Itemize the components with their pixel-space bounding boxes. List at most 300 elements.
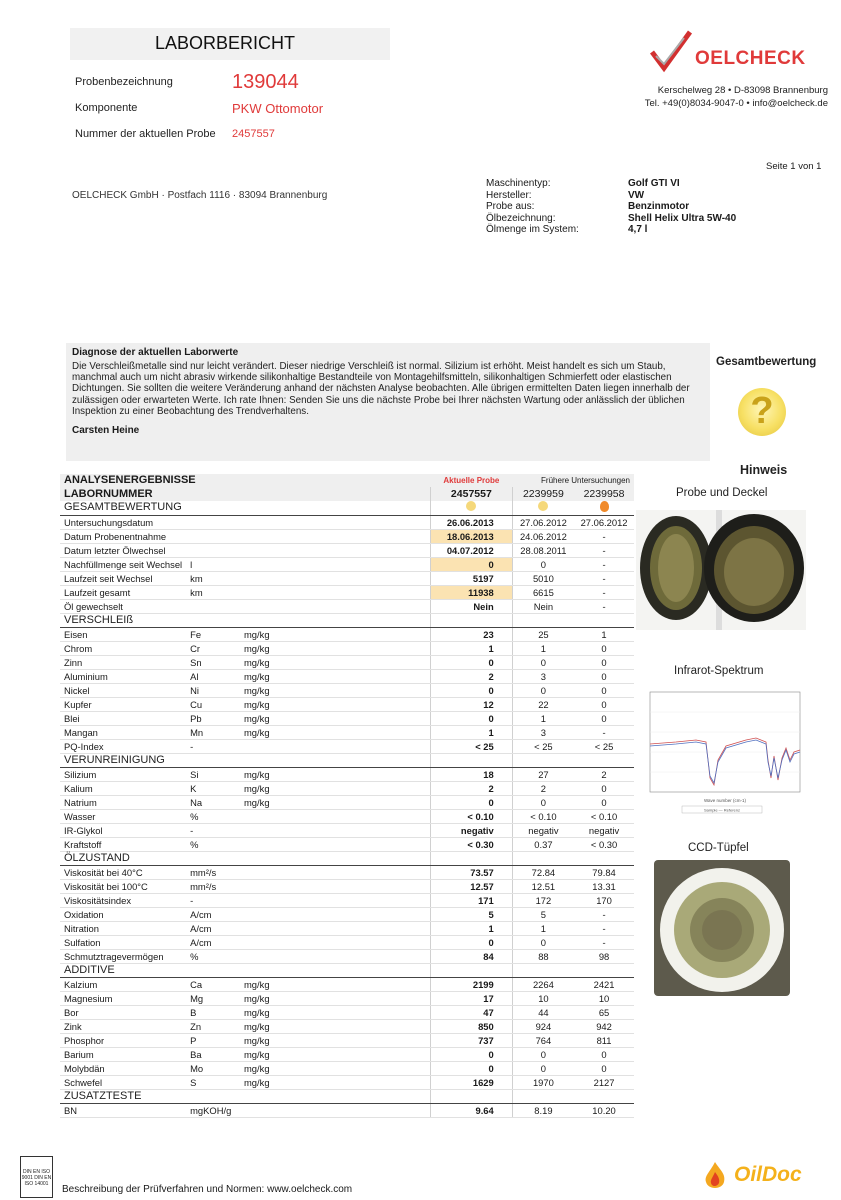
section-header <box>60 613 634 627</box>
param-unit: mg/kg <box>240 655 299 669</box>
machine-label: Probe aus: <box>486 201 535 212</box>
value-current: 0 <box>431 795 513 809</box>
section-spacer <box>431 851 513 865</box>
value-current: 18 <box>431 767 513 781</box>
value-prev1: 12.51 <box>512 879 574 893</box>
table-row <box>60 935 634 949</box>
param-symbol: - <box>186 739 240 753</box>
param-symbol: - <box>186 823 240 837</box>
value-current: 0 <box>431 683 513 697</box>
value-current: 11938 <box>431 585 513 599</box>
section-title: ÖLZUSTAND <box>60 851 431 865</box>
param-name: Schwefel <box>60 1075 186 1089</box>
infrared-spectrum-chart <box>636 690 808 815</box>
param-spacer <box>299 1075 430 1089</box>
value-prev1: 6615 <box>512 585 574 599</box>
value-current: 23 <box>431 627 513 641</box>
value-prev1: 764 <box>512 1033 574 1047</box>
value-prev1: < 0.10 <box>512 809 574 823</box>
value-prev1: 0 <box>512 1047 574 1061</box>
param-unit: mg/kg <box>240 781 299 795</box>
param-symbol: Mg <box>186 991 240 1005</box>
value-prev2: 2421 <box>574 977 634 991</box>
param-spacer <box>299 921 430 935</box>
table-row <box>60 823 634 837</box>
value-current: 9.64 <box>431 1103 513 1117</box>
param-symbol <box>186 515 240 529</box>
param-name: Blei <box>60 711 186 725</box>
gesamtbewertung-heading: Gesamtbewertung <box>716 356 817 368</box>
value-current: < 0.30 <box>431 837 513 851</box>
value-prev2: 2127 <box>574 1075 634 1089</box>
param-spacer <box>299 1005 430 1019</box>
param-symbol: Na <box>186 795 240 809</box>
value-prev1: < 25 <box>512 739 574 753</box>
param-name: Untersuchungsdatum <box>60 515 186 529</box>
param-symbol: Cr <box>186 641 240 655</box>
param-symbol: Mn <box>186 725 240 739</box>
param-name: Öl gewechselt <box>60 599 186 613</box>
param-name: Viskositätsindex <box>60 893 186 907</box>
ccd-spot-photo <box>654 860 790 996</box>
param-unit <box>240 935 299 949</box>
labornummer-current: 2457557 <box>431 487 513 500</box>
value-prev1: 5 <box>512 907 574 921</box>
section-spacer <box>574 963 634 977</box>
param-symbol: mm²/s <box>186 865 240 879</box>
address-line2: Tel. +49(0)8034-9047-0 • info@oelcheck.de <box>644 98 828 109</box>
param-name: Kraftstoff <box>60 837 186 851</box>
oelcheck-logo-text: OELCHECK <box>695 48 806 69</box>
value-prev1: 1 <box>512 921 574 935</box>
diagnosis-heading: Diagnose der aktuellen Laborwerte <box>72 347 239 358</box>
param-spacer <box>299 795 430 809</box>
param-symbol: Ni <box>186 683 240 697</box>
param-name: Aluminium <box>60 669 186 683</box>
value-prev2: 0 <box>574 1061 634 1075</box>
value-prev2: < 0.30 <box>574 837 634 851</box>
value-prev2: - <box>574 725 634 739</box>
value-current: 73.57 <box>431 865 513 879</box>
value-current: 5197 <box>431 571 513 585</box>
param-spacer <box>299 935 430 949</box>
section-spacer <box>431 1089 513 1103</box>
param-symbol: mgKOH/g <box>186 1103 240 1117</box>
param-spacer <box>299 1061 430 1075</box>
value-prev1: 27 <box>512 767 574 781</box>
value-prev1: 44 <box>512 1005 574 1019</box>
gesamtbewertung-section: GESAMTBEWERTUNG <box>60 501 431 516</box>
param-unit: mg/kg <box>240 767 299 781</box>
value-current: 1629 <box>431 1075 513 1089</box>
param-spacer <box>299 725 430 739</box>
value-current: 0 <box>431 711 513 725</box>
param-name: Nachfüllmenge seit Wechsel <box>60 557 186 571</box>
param-symbol: l <box>186 557 240 571</box>
section-spacer <box>431 963 513 977</box>
value-prev1: 1970 <box>512 1075 574 1089</box>
value-prev1: Nein <box>512 599 574 613</box>
param-symbol: Sn <box>186 655 240 669</box>
table-row <box>60 879 634 893</box>
param-symbol: Cu <box>186 697 240 711</box>
param-spacer <box>299 655 430 669</box>
value-current: 84 <box>431 949 513 963</box>
rating-prev2-icon <box>574 501 634 516</box>
value-prev1: 0.37 <box>512 837 574 851</box>
company-address <box>580 84 828 110</box>
param-spacer <box>299 529 430 543</box>
param-unit: mg/kg <box>240 1005 299 1019</box>
machine-label: Ölbezeichnung: <box>486 212 556 224</box>
value-prev1: 2 <box>512 781 574 795</box>
value-current: 1 <box>431 725 513 739</box>
value-prev2: - <box>574 935 634 949</box>
table-row <box>60 977 634 991</box>
param-symbol: Al <box>186 669 240 683</box>
param-unit: mg/kg <box>240 697 299 711</box>
value-prev1: 924 <box>512 1019 574 1033</box>
probe-nr-label: Nummer der aktuellen Probe <box>75 128 216 140</box>
value-current: 12.57 <box>431 879 513 893</box>
table-row <box>60 515 634 529</box>
section-spacer <box>512 613 574 627</box>
value-prev1: 3 <box>512 725 574 739</box>
param-spacer <box>299 1033 430 1047</box>
table-row <box>60 767 634 781</box>
table-row <box>60 893 634 907</box>
param-name: Natrium <box>60 795 186 809</box>
value-prev2: < 0.10 <box>574 809 634 823</box>
value-current: 12 <box>431 697 513 711</box>
section-spacer <box>431 753 513 767</box>
machine-value: Shell Helix Ultra 5W-40 <box>628 212 737 224</box>
machine-value: Golf GTI VI <box>628 178 680 189</box>
value-current: Nein <box>431 599 513 613</box>
ccd-heading: CCD-Tüpfel <box>688 842 749 854</box>
probe-nr-value: 2457557 <box>232 128 275 140</box>
value-current: 47 <box>431 1005 513 1019</box>
param-name: Zinn <box>60 655 186 669</box>
param-spacer <box>299 1047 430 1061</box>
spectrum-xlabel: Wave number (cm-1) <box>703 798 747 803</box>
param-unit <box>240 949 299 963</box>
param-name: Viskosität bei 40°C <box>60 865 186 879</box>
param-symbol <box>186 529 240 543</box>
param-name: Kalzium <box>60 977 186 991</box>
param-symbol: Pb <box>186 711 240 725</box>
param-name: Kupfer <box>60 697 186 711</box>
value-current: 04.07.2012 <box>431 543 513 557</box>
value-prev2: 27.06.2012 <box>574 515 634 529</box>
value-prev1: 24.06.2012 <box>512 529 574 543</box>
param-unit <box>240 739 299 753</box>
value-prev1: 0 <box>512 655 574 669</box>
param-name: Bor <box>60 1005 186 1019</box>
value-current: 0 <box>431 1047 513 1061</box>
value-prev1: 25 <box>512 627 574 641</box>
oildoc-flame-icon <box>700 1160 730 1192</box>
value-current: 850 <box>431 1019 513 1033</box>
param-spacer <box>299 781 430 795</box>
table-row <box>60 1033 634 1047</box>
param-unit: mg/kg <box>240 669 299 683</box>
param-spacer <box>299 893 430 907</box>
param-name: Nitration <box>60 921 186 935</box>
param-name: Wasser <box>60 809 186 823</box>
value-prev2: - <box>574 907 634 921</box>
value-current: 737 <box>431 1033 513 1047</box>
results-title: ANALYSENERGEBNISSE <box>64 474 196 487</box>
value-prev1: 10 <box>512 991 574 1005</box>
machine-labels <box>486 178 579 236</box>
table-row <box>60 599 634 613</box>
param-name: Datum Probenentnahme <box>60 529 186 543</box>
value-prev2: - <box>574 585 634 599</box>
param-unit: mg/kg <box>240 1019 299 1033</box>
value-prev1: 0 <box>512 557 574 571</box>
param-symbol: Ca <box>186 977 240 991</box>
section-header <box>60 851 634 865</box>
param-name: Viskosität bei 100°C <box>60 879 186 893</box>
param-unit: mg/kg <box>240 725 299 739</box>
param-unit: mg/kg <box>240 1075 299 1089</box>
param-symbol: Fe <box>186 627 240 641</box>
address-line1: Kerschelweg 28 • D-83098 Brannenburg <box>657 85 828 96</box>
value-prev2: - <box>574 571 634 585</box>
param-unit: mg/kg <box>240 1061 299 1075</box>
table-row <box>60 1005 634 1019</box>
param-unit <box>240 599 299 613</box>
value-prev2: 170 <box>574 893 634 907</box>
param-symbol <box>186 543 240 557</box>
value-prev2: 10.20 <box>574 1103 634 1117</box>
param-unit <box>240 921 299 935</box>
table-row <box>60 991 634 1005</box>
section-spacer <box>574 753 634 767</box>
diagnosis-text: Die Verschleißmetalle sind nur leicht verändert. Dieser niedrige Verschleiß ist normal. Silizium ist erhöht. Meist handelt es sich um Staub, manchmal auch um nicht abrasiv wirkende silikonhaltige Bestandteile von Montagehilfsmitteln, silikonhaltigen Schmierfett oder elastischen Dichtungen. Sie sollten die weitere Veränderung anhand der nächsten Analyse beobachten. Alle übrigen ermittelten Daten liegen innerhalb der zulässigen oder erwarteten Werte. Ich rate Ihnen: Senden Sie uns die nächste Probe bei Ihrer nächsten Wartung oder anlässlich der üblichen Inspektion zu einer Beobachtung des Trendverhaltens. <box>72 361 690 417</box>
value-current: 0 <box>431 557 513 571</box>
param-spacer <box>299 837 430 851</box>
param-unit: mg/kg <box>240 991 299 1005</box>
value-prev2: 0 <box>574 697 634 711</box>
value-prev1: 0 <box>512 1061 574 1075</box>
param-spacer <box>299 711 430 725</box>
value-prev2: - <box>574 557 634 571</box>
labornummer-label: LABORNUMMER <box>64 487 153 500</box>
param-unit <box>240 879 299 893</box>
value-prev2: 65 <box>574 1005 634 1019</box>
table-row <box>60 669 634 683</box>
value-current: 26.06.2013 <box>431 515 513 529</box>
value-prev1: 172 <box>512 893 574 907</box>
report-title: LABORBERICHT <box>155 33 296 53</box>
param-symbol: % <box>186 949 240 963</box>
komponente-value: PKW Ottomotor <box>232 101 324 116</box>
page-info: Seite 1 von 1 <box>766 161 822 172</box>
section-title: ZUSATZTESTE <box>60 1089 431 1103</box>
value-current: 5 <box>431 907 513 921</box>
value-prev2: < 25 <box>574 739 634 753</box>
table-row <box>60 1019 634 1033</box>
value-prev1: 5010 <box>512 571 574 585</box>
section-spacer <box>574 1089 634 1103</box>
param-spacer <box>299 571 430 585</box>
param-unit <box>240 809 299 823</box>
param-name: Nickel <box>60 683 186 697</box>
section-header <box>60 1089 634 1103</box>
table-row <box>60 655 634 669</box>
probenbezeichnung-value: 139044 <box>232 71 299 93</box>
param-name: Schmutztragevermögen <box>60 949 186 963</box>
section-spacer <box>431 613 513 627</box>
table-row <box>60 1103 634 1117</box>
value-prev1: 72.84 <box>512 865 574 879</box>
rating-current-icon <box>431 501 513 516</box>
param-unit: mg/kg <box>240 627 299 641</box>
param-unit: mg/kg <box>240 1047 299 1061</box>
param-spacer <box>299 627 430 641</box>
value-current: 0 <box>431 1061 513 1075</box>
value-prev2: 79.84 <box>574 865 634 879</box>
din-iso-cert-badge: DIN EN ISO 9001 DIN EN ISO 14001 <box>20 1156 53 1198</box>
value-current: 2 <box>431 669 513 683</box>
value-prev1: 8.19 <box>512 1103 574 1117</box>
table-row <box>60 557 634 571</box>
diagnosis-signature: Carsten Heine <box>72 425 140 436</box>
section-spacer <box>574 851 634 865</box>
section-spacer <box>574 613 634 627</box>
hinweis-label: Hinweis <box>740 463 788 477</box>
value-prev2: 13.31 <box>574 879 634 893</box>
table-row <box>60 1075 634 1089</box>
value-current: 1 <box>431 921 513 935</box>
param-name: Silizium <box>60 767 186 781</box>
value-current: 2 <box>431 781 513 795</box>
probe-deckel-heading: Probe und Deckel <box>676 487 768 499</box>
section-title: VERUNREINIGUNG <box>60 753 431 767</box>
param-unit <box>240 837 299 851</box>
param-unit: mg/kg <box>240 795 299 809</box>
param-spacer <box>299 991 430 1005</box>
param-symbol: km <box>186 571 240 585</box>
section-spacer <box>512 1089 574 1103</box>
table-row <box>60 809 634 823</box>
param-spacer <box>299 949 430 963</box>
param-name: IR-Glykol <box>60 823 186 837</box>
param-symbol: % <box>186 809 240 823</box>
param-unit <box>240 571 299 585</box>
table-row <box>60 795 634 809</box>
value-current: 2199 <box>431 977 513 991</box>
value-prev2: 942 <box>574 1019 634 1033</box>
param-unit <box>240 543 299 557</box>
value-prev2: 0 <box>574 711 634 725</box>
param-symbol: A/cm <box>186 921 240 935</box>
table-row <box>60 1061 634 1075</box>
param-unit: mg/kg <box>240 1033 299 1047</box>
param-name: Barium <box>60 1047 186 1061</box>
machine-label: Hersteller: <box>486 189 532 201</box>
param-symbol: Si <box>186 767 240 781</box>
value-prev2: 0 <box>574 781 634 795</box>
param-name: Magnesium <box>60 991 186 1005</box>
value-prev1: 1 <box>512 641 574 655</box>
param-name: BN <box>60 1103 186 1117</box>
param-name: Mangan <box>60 725 186 739</box>
spectrum-legend: Sample — Referenz <box>703 807 741 813</box>
footer-text: Beschreibung der Prüfverfahren und Normen: www.oelcheck.com <box>62 1184 353 1195</box>
value-prev2: 2 <box>574 767 634 781</box>
param-symbol: P <box>186 1033 240 1047</box>
value-current: < 25 <box>431 739 513 753</box>
rating-prev1-icon <box>512 501 574 516</box>
value-prev2: 811 <box>574 1033 634 1047</box>
value-prev2: - <box>574 921 634 935</box>
param-symbol: A/cm <box>186 935 240 949</box>
value-prev1: 88 <box>512 949 574 963</box>
value-current: 18.06.2013 <box>431 529 513 543</box>
section-title: ADDITIVE <box>60 963 431 977</box>
param-name: Molybdän <box>60 1061 186 1075</box>
param-unit <box>240 529 299 543</box>
table-row <box>60 907 634 921</box>
param-symbol <box>186 599 240 613</box>
machine-label: Ölmenge im System: <box>486 224 579 235</box>
machine-values <box>628 178 736 236</box>
komponente-label: Komponente <box>75 102 138 114</box>
param-name: PQ-Index <box>60 739 186 753</box>
analysis-results-table <box>60 474 634 1118</box>
value-prev2: 0 <box>574 655 634 669</box>
param-unit <box>240 865 299 879</box>
value-prev1: 27.06.2012 <box>512 515 574 529</box>
param-spacer <box>299 1103 430 1117</box>
labornummer-prev2: 2239958 <box>583 487 625 500</box>
param-unit: mg/kg <box>240 683 299 697</box>
param-name: Oxidation <box>60 907 186 921</box>
value-prev1: 28.08.2011 <box>512 543 574 557</box>
oildoc-logo-text: OilDoc <box>734 1163 802 1186</box>
value-prev2: negativ <box>574 823 634 837</box>
table-row <box>60 585 634 599</box>
param-spacer <box>299 865 430 879</box>
param-unit <box>240 893 299 907</box>
machine-label: Maschinentyp: <box>486 178 551 189</box>
param-name: Laufzeit gesamt <box>60 585 186 599</box>
value-prev2: 1 <box>574 627 634 641</box>
param-spacer <box>299 585 430 599</box>
param-symbol: % <box>186 837 240 851</box>
param-unit <box>240 515 299 529</box>
param-spacer <box>299 907 430 921</box>
param-name: Sulfation <box>60 935 186 949</box>
param-spacer <box>299 767 430 781</box>
value-current: 1 <box>431 641 513 655</box>
param-unit <box>240 907 299 921</box>
value-current: 17 <box>431 991 513 1005</box>
param-unit <box>240 1103 299 1117</box>
machine-value: VW <box>628 189 645 201</box>
table-row <box>60 725 634 739</box>
value-current: 0 <box>431 935 513 949</box>
param-spacer <box>299 515 430 529</box>
section-header <box>60 753 634 767</box>
value-prev1: 0 <box>512 683 574 697</box>
value-prev1: 3 <box>512 669 574 683</box>
value-prev2: 0 <box>574 669 634 683</box>
param-spacer <box>299 879 430 893</box>
